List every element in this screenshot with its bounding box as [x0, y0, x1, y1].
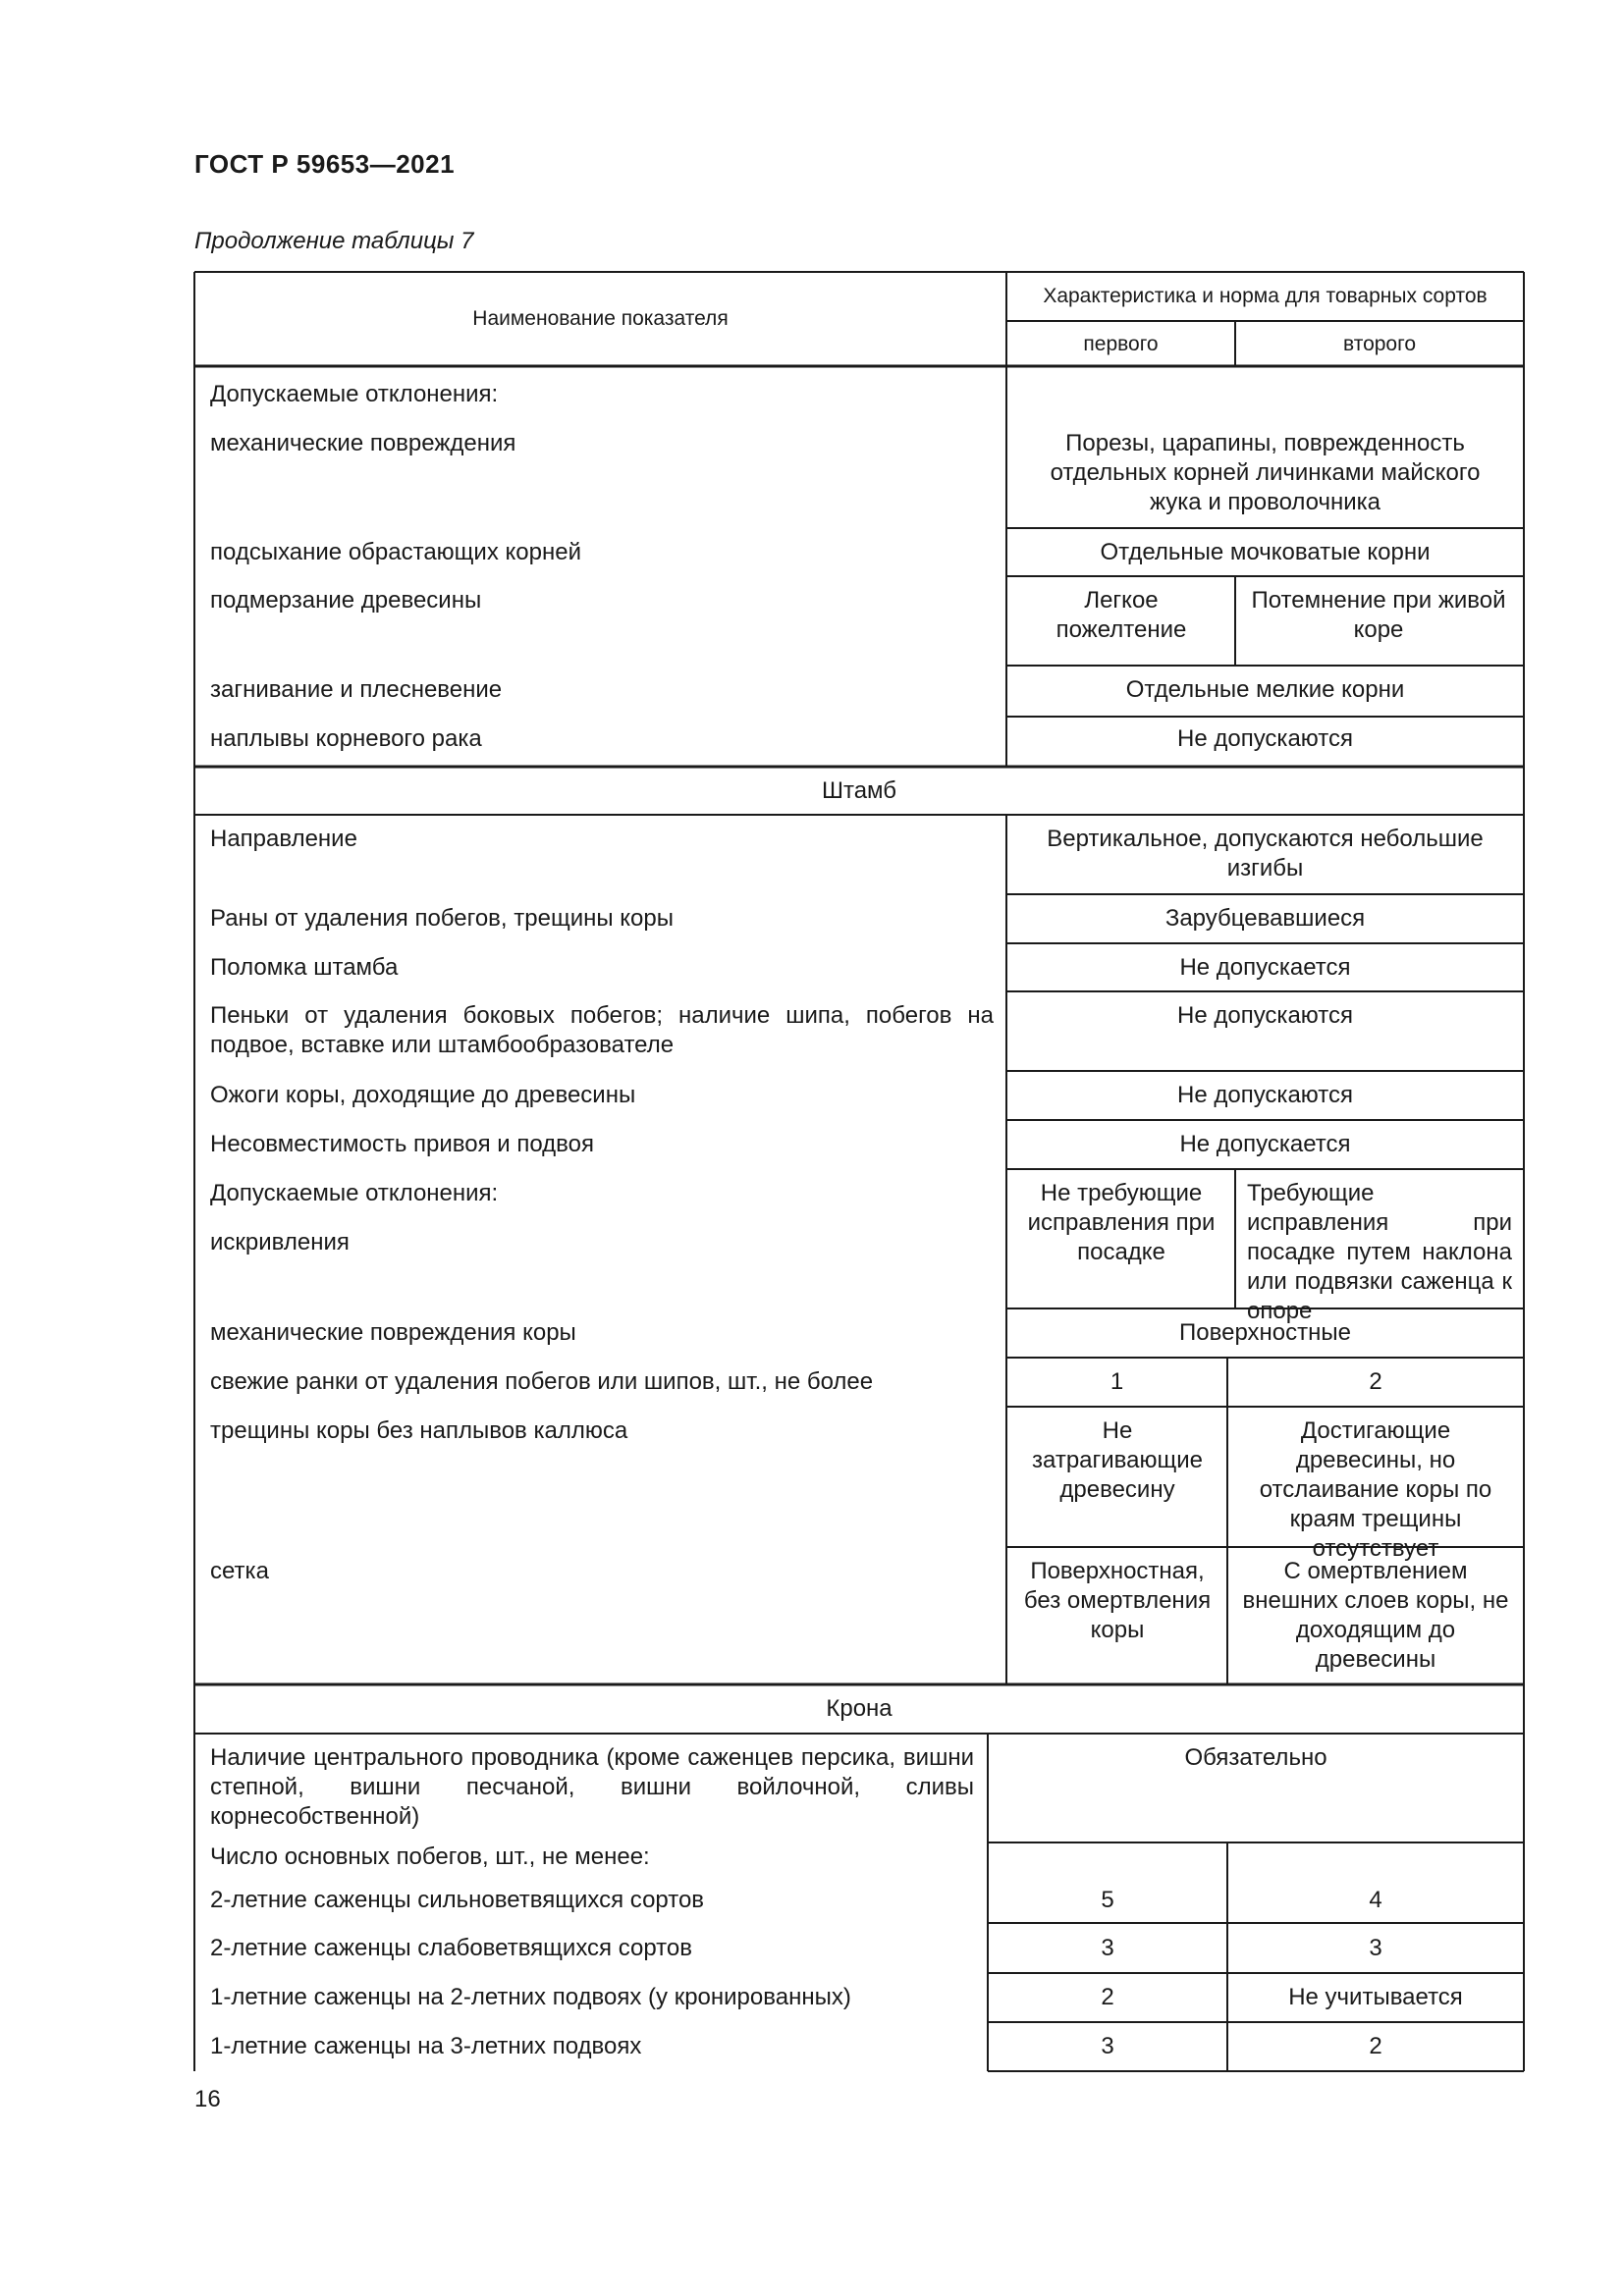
crown-weak-second: 3	[1369, 1935, 1382, 1961]
roots-drying-value: Отдельные мочковатые корни	[1100, 539, 1431, 565]
crown-strong-first: 5	[1101, 1887, 1114, 1913]
roots-mechanical-value: Порезы, царапины, поврежденность отдельных корней личинками майского жука и проволочника	[1050, 430, 1481, 515]
stem-incompatibility-label: Несовместимость привоя и подвоя	[210, 1131, 594, 1157]
roots-mechanical-label: механические повреждения	[210, 430, 516, 456]
stem-fresh-wounds-label: свежие ранки от удаления побегов или шипов, шт., не более	[210, 1368, 874, 1395]
header-first-grade: первого	[1083, 333, 1159, 355]
crown-one-three-first: 3	[1101, 2033, 1114, 2059]
stem-wounds-label: Раны от удаления побегов, трещины коры	[210, 905, 674, 932]
crown-weak-first: 3	[1101, 1935, 1114, 1961]
stem-net-first: Поверхностная, без омертвления коры	[1023, 1558, 1212, 1643]
crown-one-two-label: 1-летние саженцы на 2-летних подвоях (у кронированных)	[210, 1984, 851, 2010]
header-norm: Характеристика и норма для товарных сортов	[1043, 285, 1488, 307]
stem-direction-value: Вертикальное, допускаются небольшие изгибы	[1047, 826, 1484, 881]
stem-wounds-value: Зарубцевавшиеся	[1164, 905, 1366, 932]
document-code: ГОСТ Р 59653—2021	[194, 149, 456, 179]
stem-curvature-label: искривления	[210, 1229, 350, 1255]
stem-bark-damage-value: Поверхностные	[1179, 1319, 1351, 1346]
stem-cracks-first: Не затрагивающие древесину	[1032, 1417, 1203, 1503]
stem-allowed-deviations: Допускаемые отклонения:	[210, 1180, 499, 1206]
stem-stumps-label: Пеньки от удаления боковых побегов; наличие шипа, побегов на подвое, вставке или штамбообразователе	[210, 1002, 994, 1058]
roots-drying-label: подсыхание обрастающих корней	[210, 539, 581, 565]
crown-shoots-label: Число основных побегов, шт., не менее:	[210, 1843, 650, 1870]
roots-rot-label: загнивание и плесневение	[210, 676, 503, 703]
roots-allowed-deviations: Допускаемые отклонения:	[210, 381, 499, 407]
crown-leader-label: Наличие центрального проводника (кроме саженцев персика, вишни степной, вишни песчаной, вишни войлочной, сливы корнесобственной)	[210, 1744, 974, 1830]
crown-strong-label: 2-летние саженцы сильноветвящихся сортов	[210, 1887, 705, 1913]
stem-direction-label: Направление	[210, 826, 357, 852]
stem-bark-damage-label: механические повреждения коры	[210, 1319, 576, 1346]
stem-breakage-value: Не допускается	[1179, 954, 1351, 981]
header-second-grade: второго	[1343, 333, 1416, 355]
stem-burns-value: Не допускаются	[1177, 1082, 1353, 1108]
stem-breakage-label: Поломка штамба	[210, 954, 399, 981]
crown-one-three-second: 2	[1369, 2033, 1382, 2059]
stem-burns-label: Ожоги коры, доходящие до древесины	[210, 1082, 636, 1108]
stem-fresh-wounds-second: 2	[1369, 1368, 1382, 1395]
crown-one-two-first: 2	[1101, 1984, 1114, 2010]
crown-strong-second: 4	[1369, 1887, 1382, 1913]
roots-rot-value: Отдельные мелкие корни	[1125, 676, 1405, 703]
stem-stumps-value: Не допускаются	[1177, 1002, 1353, 1029]
header-indicator: Наименование показателя	[472, 307, 729, 330]
roots-cancer-label: наплывы корневого рака	[210, 725, 482, 752]
stem-fresh-wounds-first: 1	[1110, 1368, 1124, 1395]
stem-net-second: С омертвлением внешних слоев коры, не доходящим до древесины	[1242, 1558, 1509, 1673]
stem-cracks-label: трещины коры без наплывов каллюса	[210, 1417, 628, 1444]
crown-one-two-second: Не учитывается	[1288, 1984, 1463, 2010]
roots-frost-first: Легкое пожелтение	[1056, 587, 1187, 643]
crown-leader-value: Обязательно	[1184, 1744, 1327, 1771]
page-number: 16	[194, 2086, 221, 2112]
stem-net-label: сетка	[210, 1558, 269, 1584]
roots-cancer-value: Не допускаются	[1177, 725, 1353, 752]
crown-one-three-label: 1-летние саженцы на 3-летних подвоях	[210, 2033, 642, 2059]
section-crown: Крона	[826, 1695, 893, 1722]
table-continuation-caption: Продолжение таблицы 7	[194, 228, 474, 254]
stem-incompatibility-value: Не допускается	[1179, 1131, 1351, 1157]
roots-frost-label: подмерзание древесины	[210, 587, 482, 614]
stem-cracks-second: Достигающие древесины, но отслаивание коры по краям трещины отсутствует	[1259, 1417, 1492, 1562]
section-stem: Штамб	[821, 777, 897, 804]
roots-frost-second: Потемнение при живой коре	[1251, 587, 1506, 643]
stem-curvature-first: Не требующие исправления при посадке	[1027, 1180, 1216, 1265]
stem-curvature-second: Требующие исправления при посадке путем наклона или подвязки саженца к опоре	[1247, 1180, 1512, 1324]
crown-weak-label: 2-летние саженцы слабоветвящихся сортов	[210, 1935, 692, 1961]
